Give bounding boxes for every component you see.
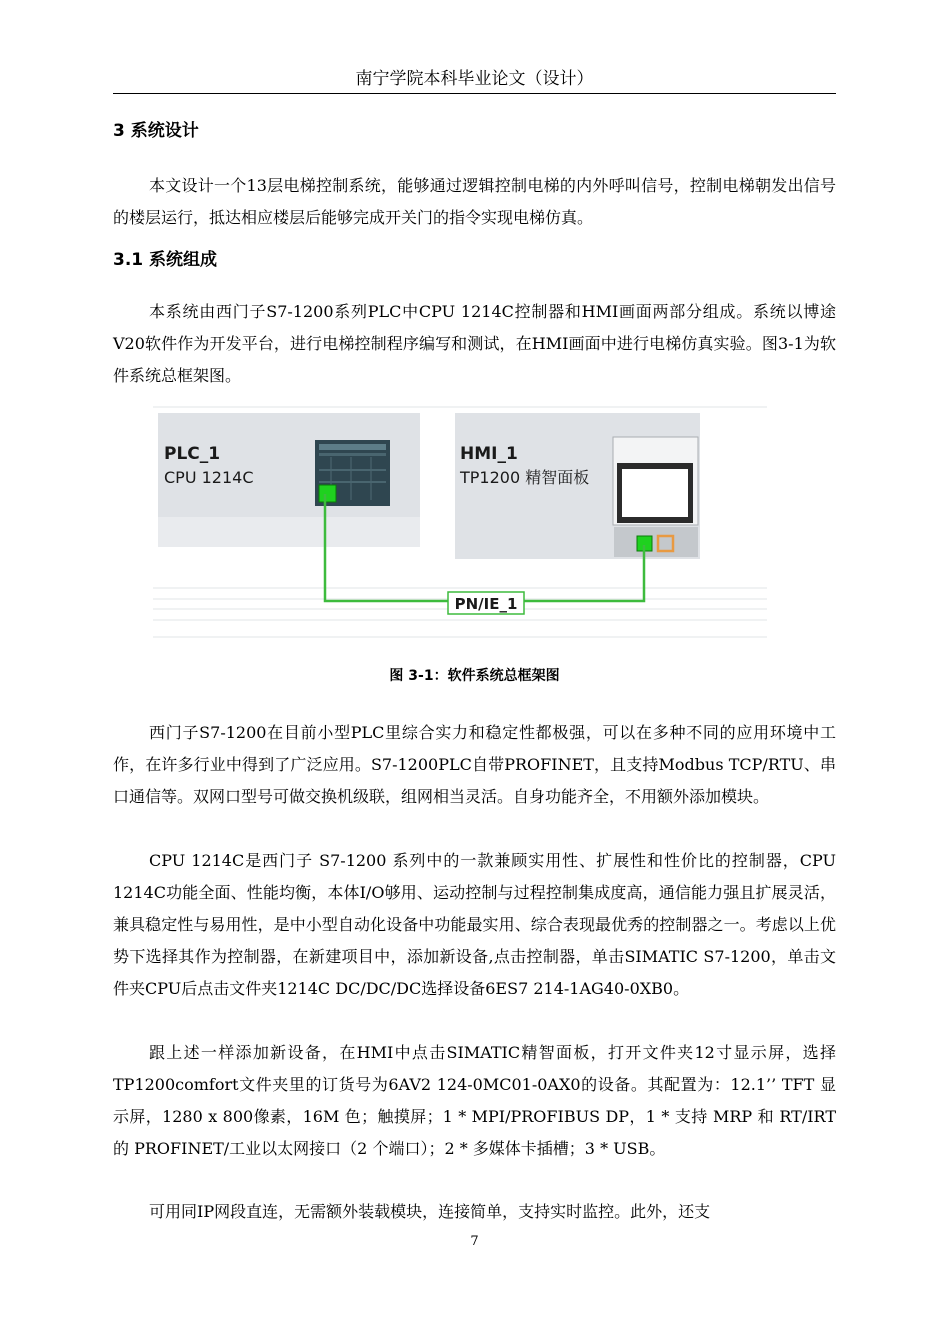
plc-device [158, 413, 420, 547]
system-framework-figure [153, 405, 767, 640]
hmi-model: TP1200 精智面板 [460, 468, 590, 487]
page-header: 南宁学院本科毕业论文（设计） [355, 69, 594, 89]
section-heading: 3 系统设计 [113, 121, 199, 141]
header-rule [113, 93, 836, 94]
plc-name: PLC_1 [164, 444, 221, 464]
subsection-heading: 3.1 系统组成 [113, 250, 218, 270]
hmi-name: HMI_1 [460, 444, 518, 464]
plc-model: CPU 1214C [164, 468, 254, 487]
body-paragraph-1: 西门子S7-1200在目前小型PLC里综合实力和稳定性都极强，可以在多种不同的应用环境中工作，在许多行业中得到了广泛应用。S7-1200PLC自带PROFINET，且支持Modbus TCP/RTU、串口通信等。双网口型号可做交换机级联，组网相当灵活。自身功能齐全，不用额外添加模块。 [113, 723, 836, 806]
body-paragraph-4: 可用同IP网段直连，无需额外装载模块，连接简单，支持实时监控。此外，还支 [149, 1202, 711, 1221]
section-paragraph: 本文设计一个13层电梯控制系统，能够通过逻辑控制电梯的内外呼叫信号，控制电梯朝发出信号的楼层运行，抵达相应楼层后能够完成开关门的指令实现电梯仿真。 [113, 176, 836, 227]
network-label: PN/IE_1 [454, 595, 518, 613]
plc-profinet-port [319, 485, 336, 502]
tp1200-panel-icon [613, 437, 698, 557]
figure-caption: 图 3-1：软件系统总框架图 [389, 668, 560, 684]
page-number: 7 [470, 1234, 479, 1249]
body-paragraph-2: CPU 1214C是西门子 S7-1200 系列中的一款兼顾实用性、扩展性和性价比的控制器，CPU 1214C功能全面、性能均衡，本体I/O够用、运动控制与过程控制集成度高，通信能力强且扩展灵活，兼具稳定性与易用性，是中小型自动化设备中功能最实用、综合表现最优秀的控制器之一。考虑以上优势下选择其作为控制器，在新建项目中，添加新设备,点击控制器，单击SIMATIC S7-1200，单击文件夹CPU后点击文件夹1214C DC/DC/DC选择设备6ES7 214-1AG40-0XB0。 [113, 851, 836, 998]
hmi-device [455, 413, 700, 559]
body-paragraph-3: 跟上述一样添加新设备，在HMI中点击SIMATIC精智面板，打开文件夹12寸显示屏，选择TP1200comfort文件夹里的订货号为6AV2 124-0MC01-0AX0的设备。其配置为：12.1’’ TFT 显示屏，1280 x 800像素，16M 色；触摸屏；1 * MPI/PROFIBUS DP，1 * 支持 MRP 和 RT/IRT 的 PROFINET/工业以太网接口（2 个端口）；2 * 多媒体卡插槽；3 * USB。 [113, 1043, 836, 1158]
subsection-paragraph: 本系统由西门子S7-1200系列PLC中CPU 1214C控制器和HMI画面两部分组成。系统以博途V20软件作为开发平台，进行电梯控制程序编写和测试，在HMI画面中进行电梯仿真实验。图3-1为软件系统总框架图。 [113, 302, 836, 385]
network-label-box [448, 592, 524, 614]
